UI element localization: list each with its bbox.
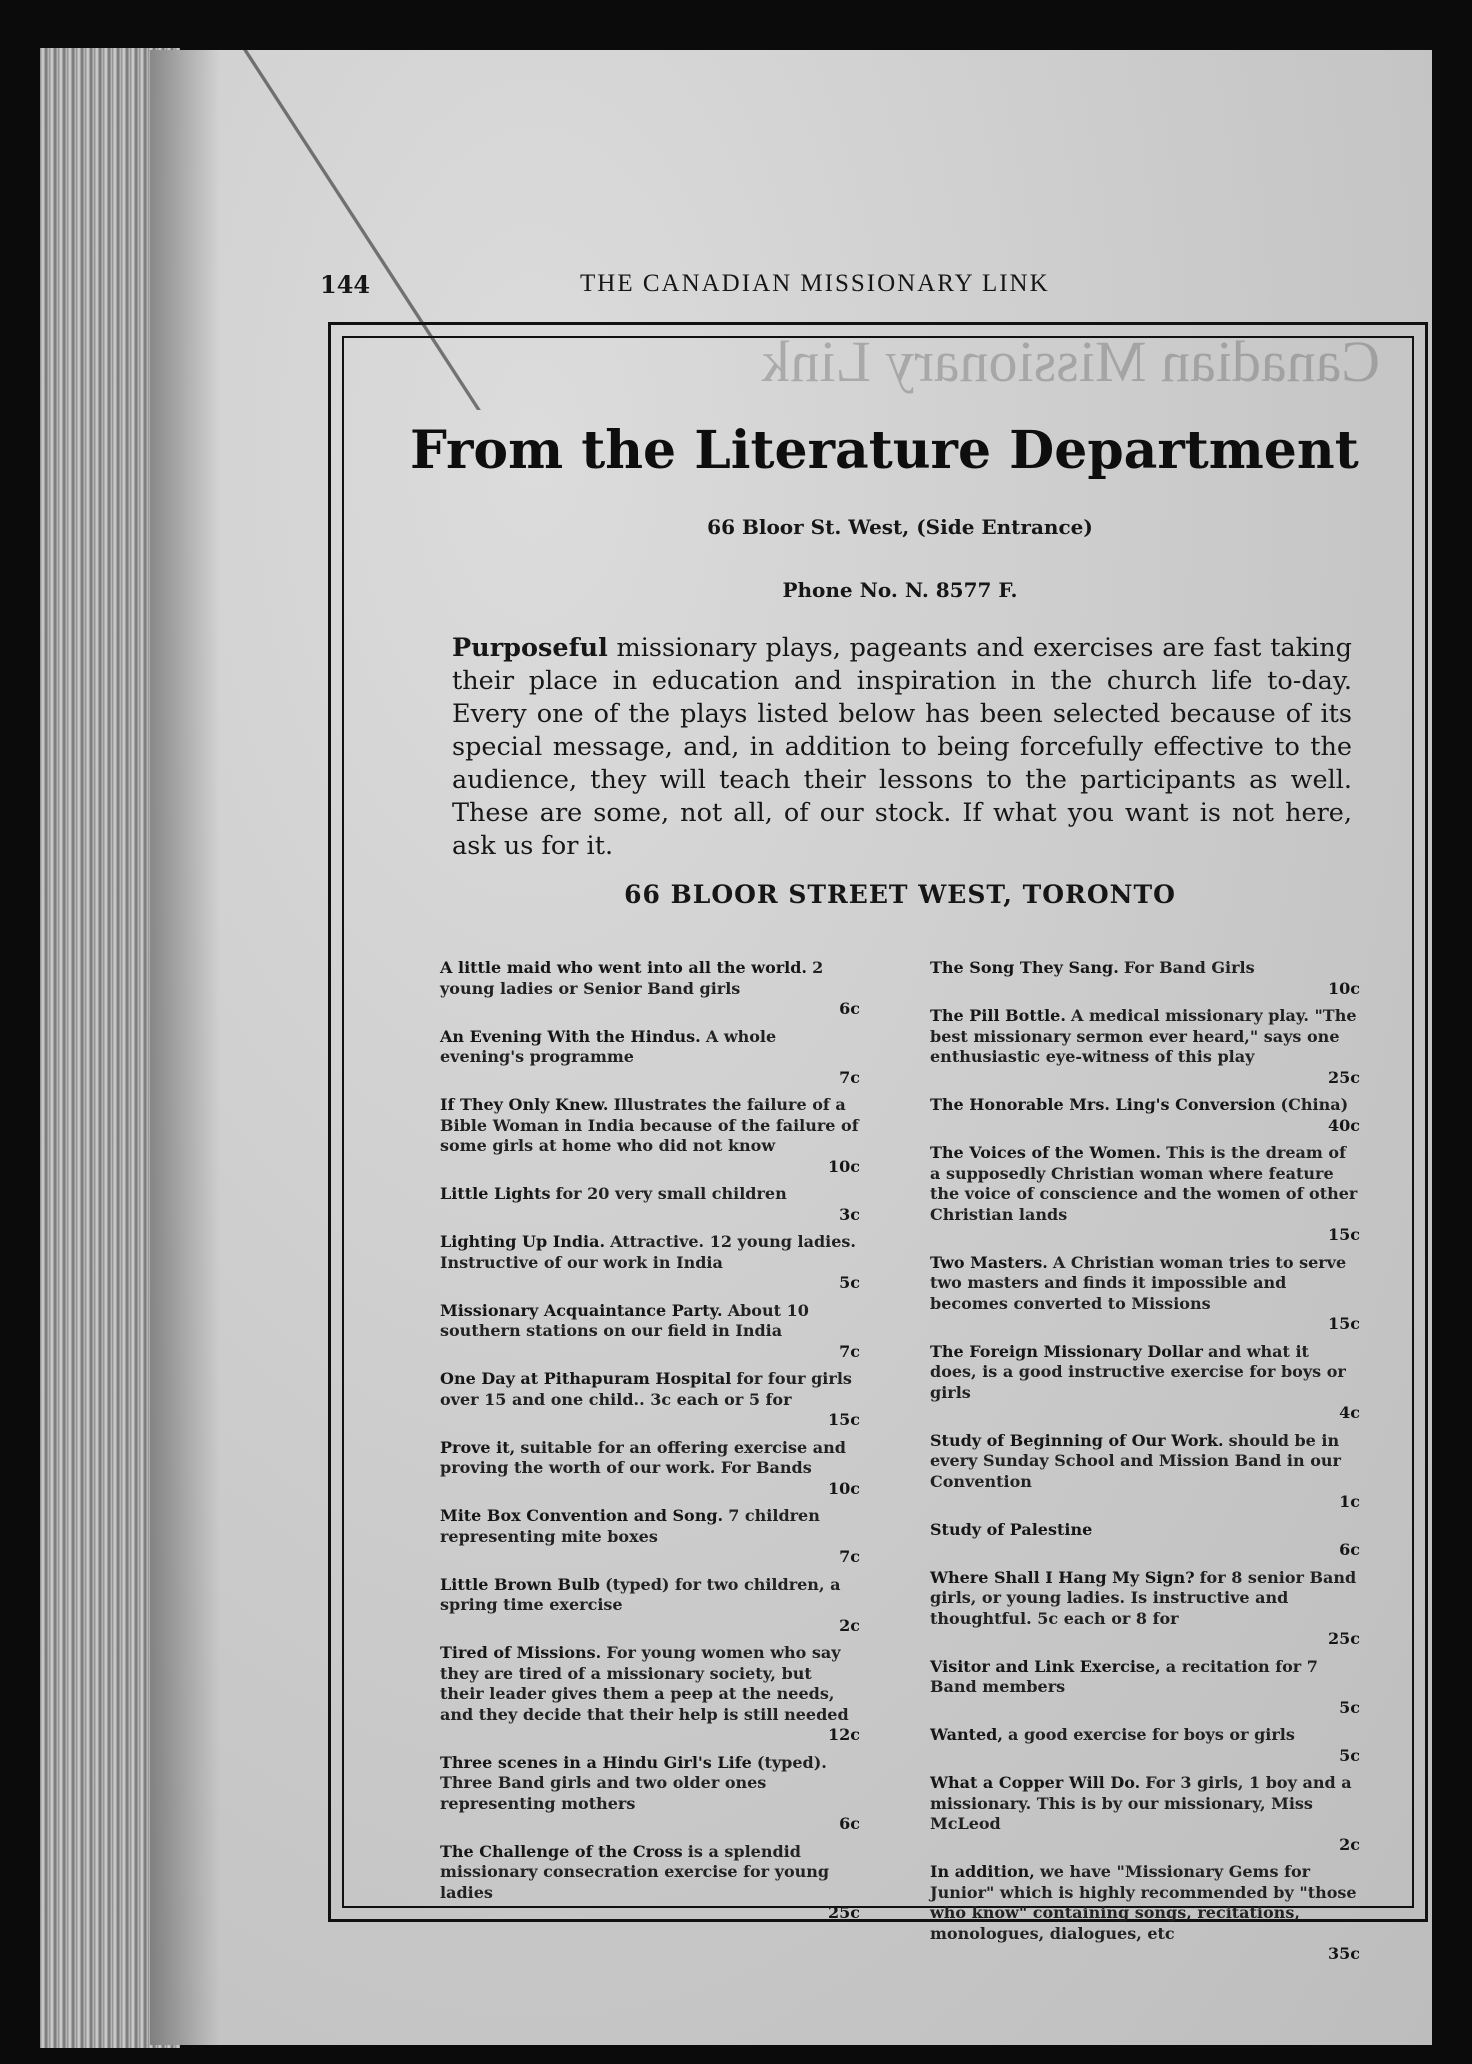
catalog-item [930,1342,1360,1424]
catalog-item-title: The Foreign Missionary Dollar [930,1341,1203,1361]
intro-body: missionary plays, pageants and exercises are fast taking their place in education and inspiration in the church life to-day. Every one of the plays listed below has been selected because of its special message, and, in addition to being forcefully effective to the audience, they will teach their lessons to the participants as well. These are some, not all, of our stock. If what you want is not here, ask us for it. [452,633,1353,861]
department-title: From the Literature Department [410,420,1359,481]
catalog-item-title: The Song They Sang. [930,958,1119,977]
catalog-item-price: 10c [1327,978,1360,998]
catalog-item [440,1095,860,1177]
street-address-heading: 66 BLOOR STREET WEST, TORONTO [624,880,1176,909]
catalog-item [440,1506,860,1568]
catalog-item-description: (China) [1280,1095,1349,1114]
catalog-item [930,1725,1360,1766]
catalog-item-price: 10c [827,1478,860,1498]
catalog-item-price: 7c [839,1067,860,1087]
address-line: 66 Bloor St. West, (Side Entrance) [707,515,1093,539]
catalog-item-price: 7c [839,1547,860,1566]
catalog-item [440,1575,860,1637]
catalog-item-title: One Day at Pithapuram Hospital [440,1369,732,1388]
catalog-item [440,958,860,1020]
catalog-item [930,1657,1360,1719]
catalog-item-price: 3c [839,1204,860,1224]
catalog-item-title: If They Only Knew. [440,1095,609,1114]
scan-border [1432,0,1472,2064]
catalog-item-price: 15c [1327,1314,1360,1333]
catalog-item-title: Prove it, [440,1437,516,1457]
catalog-item-description: About 10 southern stations on our field in India [440,1300,809,1340]
running-title: THE CANADIAN MISSIONARY LINK [580,270,1050,297]
catalog-item-title: An Evening With the Hindus. [440,1026,701,1046]
intro-lead-word: Purposeful [452,633,608,663]
catalog-item [440,1842,860,1924]
catalog-item-title: Tired of Missions. [440,1643,602,1662]
catalog-item-description: and what it does, is a good instructive exercise for boys or girls [930,1341,1346,1402]
catalog-item-description: For Band Girls [1123,958,1255,977]
catalog-item [930,1568,1360,1650]
catalog-item-price: 12c [827,1725,860,1744]
catalog-item-description: for 8 senior Band girls, or young ladies. Is instructive and thoughtful. 5c each or 8 for [930,1567,1357,1628]
catalog-item [930,1095,1360,1136]
catalog-item-title: The Challenge of the Cross [440,1841,683,1861]
left-catalog-column [440,958,860,1931]
catalog-item-title: The Honorable Mrs. Ling's Conversion [930,1095,1276,1114]
catalog-item [440,1184,860,1225]
catalog-item [930,1773,1360,1855]
catalog-item-description: we have "Missionary Gems for Junior" which is highly recommended by "those who know" containing songs, recitations, monologues, dialogues, etc [930,1862,1357,1943]
catalog-item-description: This is the dream of a supposedly Christian woman where feature the voice of conscience and the women of other Christian lands [930,1143,1358,1224]
catalog-item-title: The Voices of the Women. [930,1143,1162,1162]
catalog-item [440,1232,860,1294]
catalog-item [440,1369,860,1431]
page-number: 144 [320,270,371,299]
catalog-item-description: a recitation for 7 Band members [930,1656,1318,1696]
catalog-item-description: 7 children representing mite boxes [440,1506,820,1546]
catalog-item-description: suitable for an offering exercise and proving the worth of our work. For Bands [440,1437,846,1477]
catalog-item [440,1301,860,1363]
catalog-item-title: What a Copper Will Do. [930,1773,1141,1792]
catalog-item-title: The Pill Bottle. [930,1006,1066,1025]
catalog-item [930,1006,1360,1088]
catalog-item-title: In addition, [930,1862,1035,1881]
catalog-item-description: is a splendid missionary consecration exercise for young ladies [440,1841,830,1902]
catalog-item-price: 1c [1339,1492,1360,1511]
catalog-item-title: Mite Box Convention and Song. [440,1506,724,1525]
catalog-item-price: 5c [1339,1745,1360,1765]
catalog-item-price: 10c [827,1156,860,1176]
catalog-item [930,1143,1360,1246]
catalog-item-description: A whole evening's programme [440,1026,777,1066]
catalog-item-price: 6c [839,999,860,1018]
catalog-item-title: Study of Palestine [930,1519,1093,1539]
catalog-item [930,1253,1360,1335]
catalog-item [930,1862,1360,1965]
catalog-item-title: Three scenes in a Hindu Girl's Life [440,1752,752,1772]
catalog-item [930,1431,1360,1513]
catalog-item-title: Lighting Up India. [440,1232,606,1251]
running-header [320,270,1350,310]
catalog-item-title: A little maid who went into all the world. [440,958,807,977]
catalog-item-description: A medical missionary play. "The best missionary sermon ever heard," says one enthusiastic eye-witness of this play [930,1006,1357,1066]
intro-paragraph [452,632,1352,863]
catalog-item-title: Visitor and Link Exercise, [930,1656,1161,1676]
catalog-item-price: 4c [1339,1403,1360,1422]
catalog-item-price: 6c [839,1814,860,1833]
catalog-item-price: 25c [1327,1067,1360,1087]
catalog-item-description: Attractive. 12 young ladies. Instructive of our work in India [440,1232,856,1272]
right-catalog-column [930,958,1360,1972]
catalog-item-description: For young women who say they are tired of a missionary society, but their leader gives them a peep at the needs, and they decide that their help is still needed [440,1643,849,1724]
catalog-item-price: 5c [1339,1697,1360,1717]
catalog-item-price: 25c [827,1903,860,1922]
catalog-item-price: 40c [1327,1115,1360,1135]
catalog-item-price: 35c [1327,1944,1360,1963]
catalog-item-title: Missionary Acquaintance Party. [440,1300,723,1320]
catalog-item-price: 25c [1327,1629,1360,1648]
catalog-item-price: 2c [839,1615,860,1635]
catalog-item-price: 7c [839,1341,860,1361]
catalog-item [930,958,1360,999]
catalog-item-description: for four girls over 15 and one child.. 3c each or 5 for [440,1369,852,1409]
catalog-item-description: (typed). Three Band girls and two older ones representing mothers [440,1752,827,1813]
catalog-item [440,1438,860,1500]
catalog-item-price: 6c [1339,1540,1360,1559]
catalog-item-description: a good exercise for boys or girls [1008,1725,1295,1744]
catalog-item-description: A Christian woman tries to serve two masters and finds it impossible and becomes converted to Missions [930,1252,1347,1313]
catalog-item-title: Little Brown Bulb [440,1574,600,1594]
bleed-through-masthead: Canadian Missionary Link [761,329,1380,394]
catalog-item-description: 2 young ladies or Senior Band girls [440,958,824,998]
catalog-item-description: should be in every Sunday School and Mission Band in our Convention [930,1430,1341,1491]
catalog-item [440,1643,860,1746]
catalog-item-description: For 3 girls, 1 boy and a missionary. This is by our missionary, Miss McLeod [930,1773,1352,1833]
catalog-item-price: 15c [827,1410,860,1429]
catalog-item-price: 2c [1339,1834,1360,1854]
catalog-item-description: (typed) for two children, a spring time exercise [440,1574,841,1614]
catalog-item [440,1027,860,1089]
phone-line: Phone No. N. 8577 F. [782,578,1018,602]
catalog-item-description: for 20 very small children [555,1184,787,1203]
catalog-item-title: Two Masters. [930,1252,1048,1272]
catalog-item-title: Little Lights [440,1184,551,1203]
catalog-item-price: 5c [839,1273,860,1292]
catalog-item-title: Wanted, [930,1725,1003,1744]
catalog-item [930,1520,1360,1561]
catalog-item [440,1753,860,1835]
spine-shadow [150,50,220,2045]
catalog-item-description: Illustrates the failure of a Bible Woman in India because of the failure of some girls at home who did not know [440,1095,859,1155]
catalog-item-title: Study of Beginning of Our Work. [930,1430,1224,1450]
catalog-item-title: Where Shall I Hang My Sign? [930,1567,1195,1587]
catalog-item-price: 15c [1327,1225,1360,1244]
